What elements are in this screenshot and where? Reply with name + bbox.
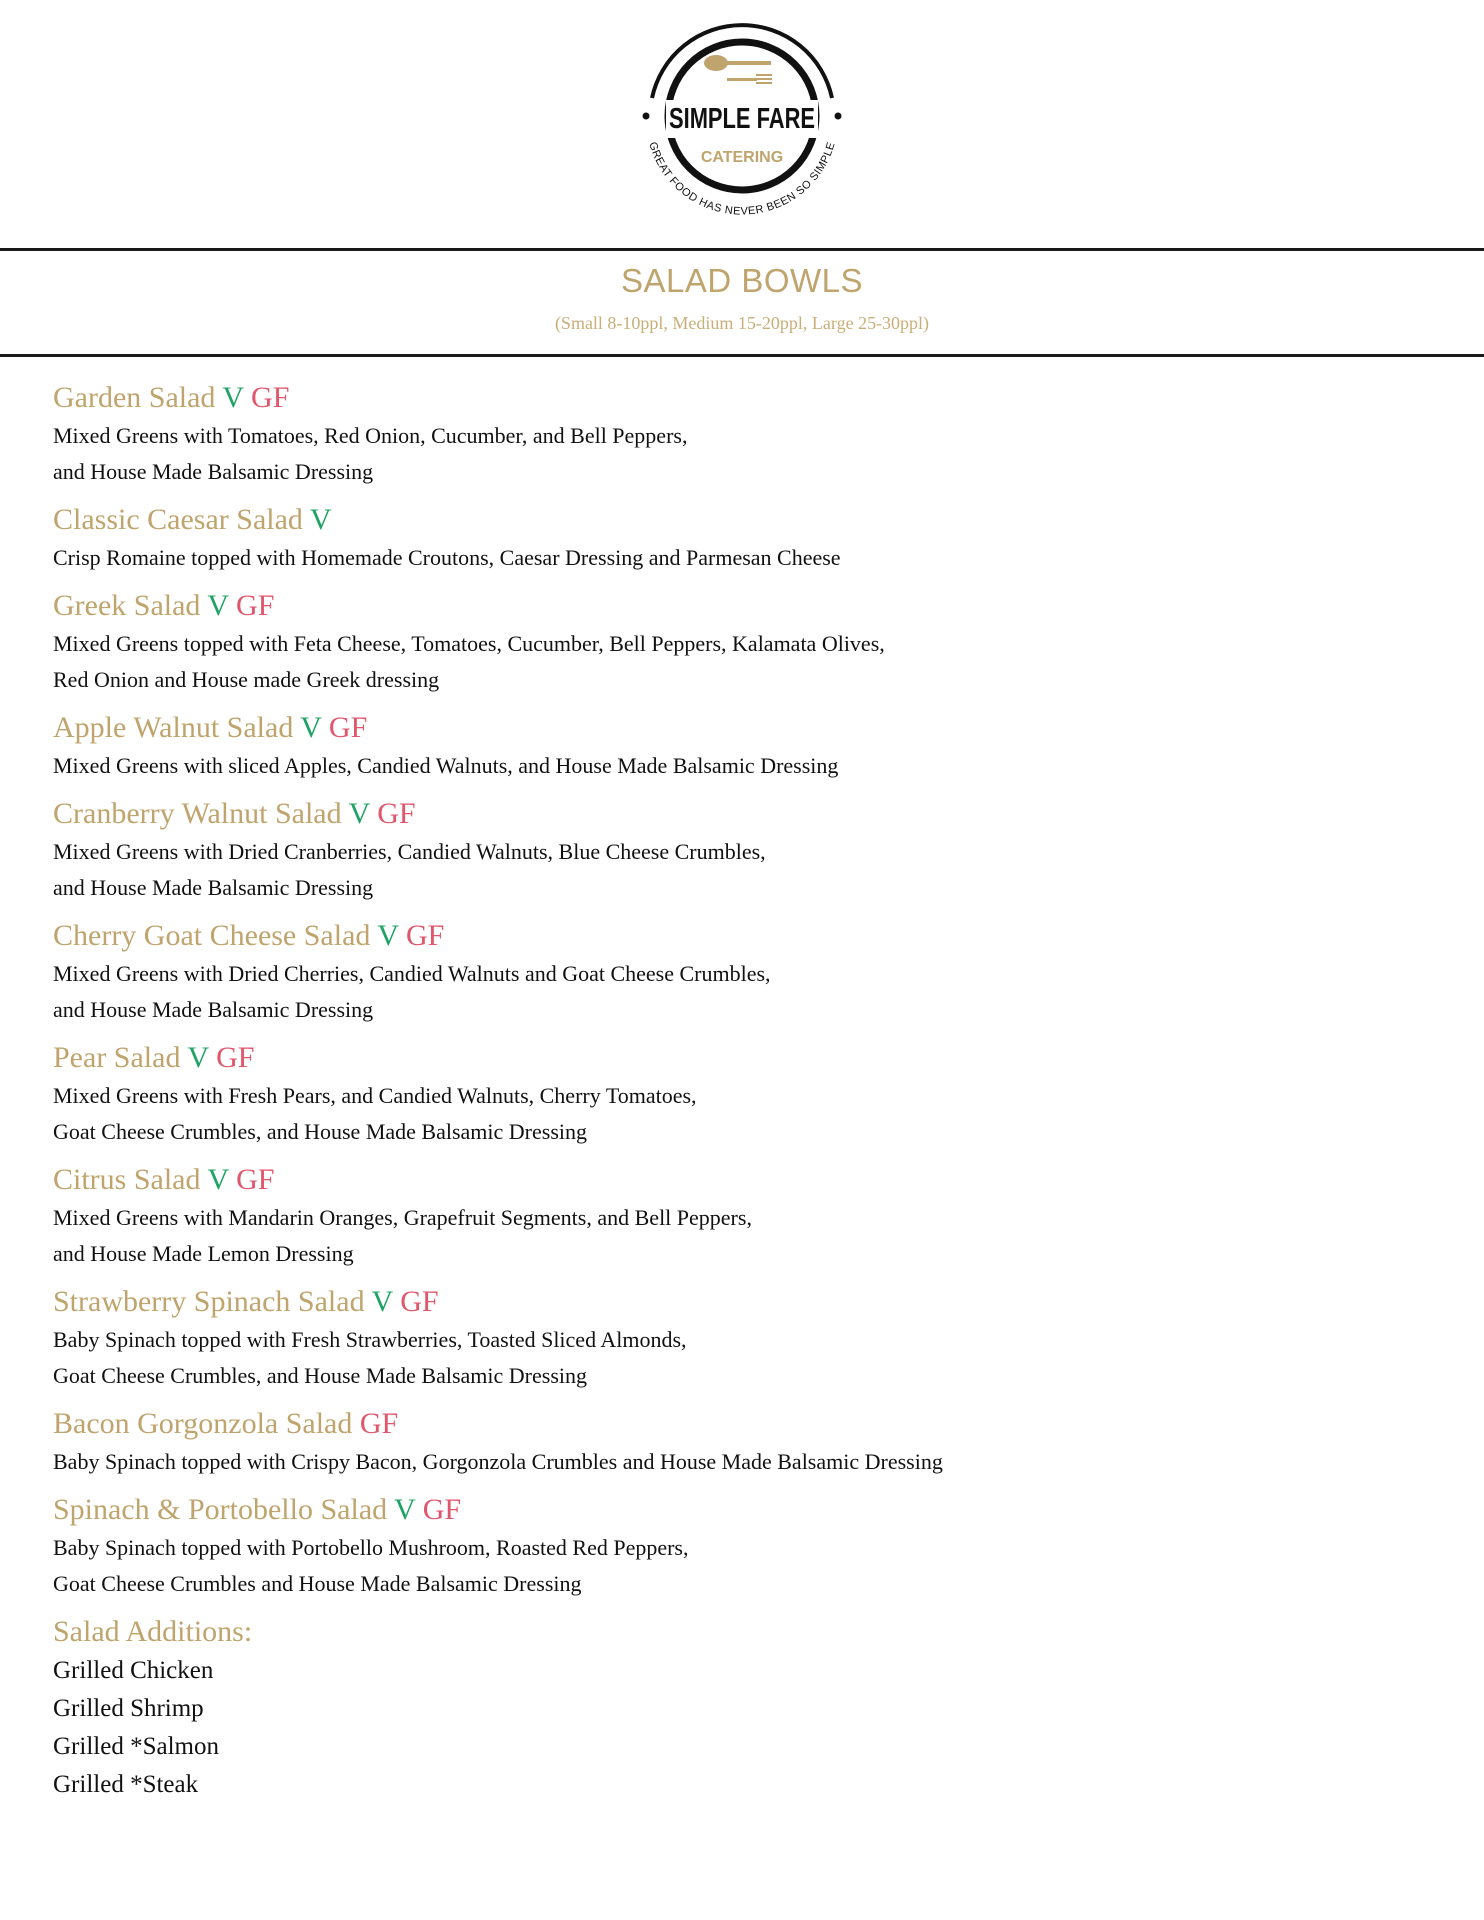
gluten-free-tag: GF	[377, 797, 416, 830]
additions-title: Salad Additions:	[53, 1615, 253, 1648]
gluten-free-tag: GF	[328, 711, 368, 744]
item-name: Pear Salad	[53, 1041, 181, 1074]
vegetarian-tag: V	[371, 1285, 393, 1318]
menu-item	[53, 1490, 1453, 1602]
item-title	[53, 916, 1453, 956]
item-name: Apple Walnut Salad	[53, 711, 294, 744]
simple-fare-logo	[632, 6, 852, 226]
item-description: Mixed Greens with Fresh Pears, and Candied Walnuts, Cherry Tomatoes, Goat Cheese Crumbles, and House Made Balsamic Dressing	[53, 1083, 697, 1144]
menu-item	[53, 586, 1453, 698]
logo-tagline: GREAT FOOD HAS NEVER BEEN SO SIMPLE	[646, 140, 838, 218]
vegetarian-tag: V	[377, 919, 399, 952]
vegetarian-tag: V	[394, 1493, 416, 1526]
section-title: SALAD BOWLS	[620, 262, 864, 299]
item-description: Mixed Greens topped with Feta Cheese, Tomatoes, Cucumber, Bell Peppers, Kalamata Olives, Red Onion and House made Greek dressing	[53, 631, 885, 692]
addition-item: Grilled *Steak	[53, 1771, 199, 1798]
item-description: Baby Spinach topped with Fresh Strawberries, Toasted Sliced Almonds, Goat Cheese Crumbles, and House Made Balsamic Dressing	[53, 1327, 687, 1388]
item-title	[53, 1404, 1453, 1444]
item-name: Spinach & Portobello Salad	[53, 1493, 388, 1526]
spoon-fork-icon	[704, 55, 772, 84]
gluten-free-tag: GF	[359, 1407, 399, 1440]
item-name: Citrus Salad	[53, 1163, 201, 1196]
item-title	[53, 1490, 1453, 1530]
gluten-free-tag: GF	[400, 1285, 439, 1318]
vegetarian-tag: V	[309, 503, 332, 536]
logo-brand: SIMPLE FARE	[669, 103, 815, 135]
item-title	[53, 1282, 1453, 1322]
header-rule-bottom	[0, 354, 1484, 357]
menu-item	[53, 378, 1453, 490]
item-title	[53, 708, 1453, 748]
item-description: Mixed Greens with sliced Apples, Candied Walnuts, and House Made Balsamic Dressing	[53, 753, 839, 778]
item-name: Classic Caesar Salad	[53, 503, 303, 536]
gluten-free-tag: GF	[216, 1041, 255, 1074]
menu-item	[53, 916, 1453, 1028]
gluten-free-tag: GF	[251, 381, 290, 414]
item-name: Bacon Gorgonzola Salad	[53, 1407, 353, 1440]
item-description: Crisp Romaine topped with Homemade Croutons, Caesar Dressing and Parmesan Cheese	[53, 545, 841, 570]
header-rule-top	[0, 248, 1484, 251]
menu-item	[53, 1160, 1453, 1272]
item-name: Strawberry Spinach Salad	[53, 1285, 365, 1318]
item-title	[53, 1160, 1453, 1200]
addition-item: Grilled Chicken	[53, 1657, 214, 1684]
menu-item	[53, 1038, 1453, 1150]
item-description: Mixed Greens with Dried Cranberries, Candied Walnuts, Blue Cheese Crumbles, and House Made Balsamic Dressing	[53, 839, 766, 900]
vegetarian-tag: V	[222, 381, 244, 414]
vegetarian-tag: V	[207, 589, 229, 622]
addition-item: Grilled Shrimp	[53, 1695, 204, 1722]
item-title	[53, 378, 1453, 418]
vegetarian-tag: V	[300, 711, 322, 744]
menu-item	[53, 1404, 1453, 1480]
item-title	[53, 500, 1453, 540]
item-title	[53, 1038, 1453, 1078]
gluten-free-tag: GF	[406, 919, 445, 952]
item-title	[53, 794, 1453, 834]
gluten-free-tag: GF	[236, 589, 275, 622]
item-title	[53, 586, 1453, 626]
menu-item	[53, 500, 1453, 576]
salad-menu	[53, 378, 1453, 1804]
item-name: Cherry Goat Cheese Salad	[53, 919, 371, 952]
menu-item	[53, 794, 1453, 906]
menu-item	[53, 708, 1453, 784]
item-name: Garden Salad	[53, 381, 216, 414]
menu-item	[53, 1282, 1453, 1394]
gluten-free-tag: GF	[236, 1163, 275, 1196]
item-description: Mixed Greens with Mandarin Oranges, Grapefruit Segments, and Bell Peppers, and House Made Lemon Dressing	[53, 1205, 752, 1266]
item-description: Mixed Greens with Dried Cherries, Candied Walnuts and Goat Cheese Crumbles, and House Made Balsamic Dressing	[53, 961, 771, 1022]
item-description: Baby Spinach topped with Crispy Bacon, Gorgonzola Crumbles and House Made Balsamic Dressing	[53, 1449, 943, 1474]
item-name: Greek Salad	[53, 589, 201, 622]
item-description: Baby Spinach topped with Portobello Mushroom, Roasted Red Peppers, Goat Cheese Crumbles and House Made Balsamic Dressing	[53, 1535, 689, 1596]
vegetarian-tag: V	[207, 1163, 229, 1196]
logo-sub: CATERING	[700, 149, 784, 166]
vegetarian-tag: V	[348, 797, 370, 830]
item-name: Cranberry Walnut Salad	[53, 797, 342, 830]
item-description: Mixed Greens with Tomatoes, Red Onion, Cucumber, and Bell Peppers, and House Made Balsamic Dressing	[53, 423, 688, 484]
gluten-free-tag: GF	[422, 1493, 462, 1526]
section-subtitle: (Small 8-10ppl, Medium 15-20ppl, Large 25-30ppl)	[554, 313, 930, 333]
addition-item: Grilled *Salmon	[53, 1733, 219, 1760]
vegetarian-tag: V	[187, 1041, 209, 1074]
